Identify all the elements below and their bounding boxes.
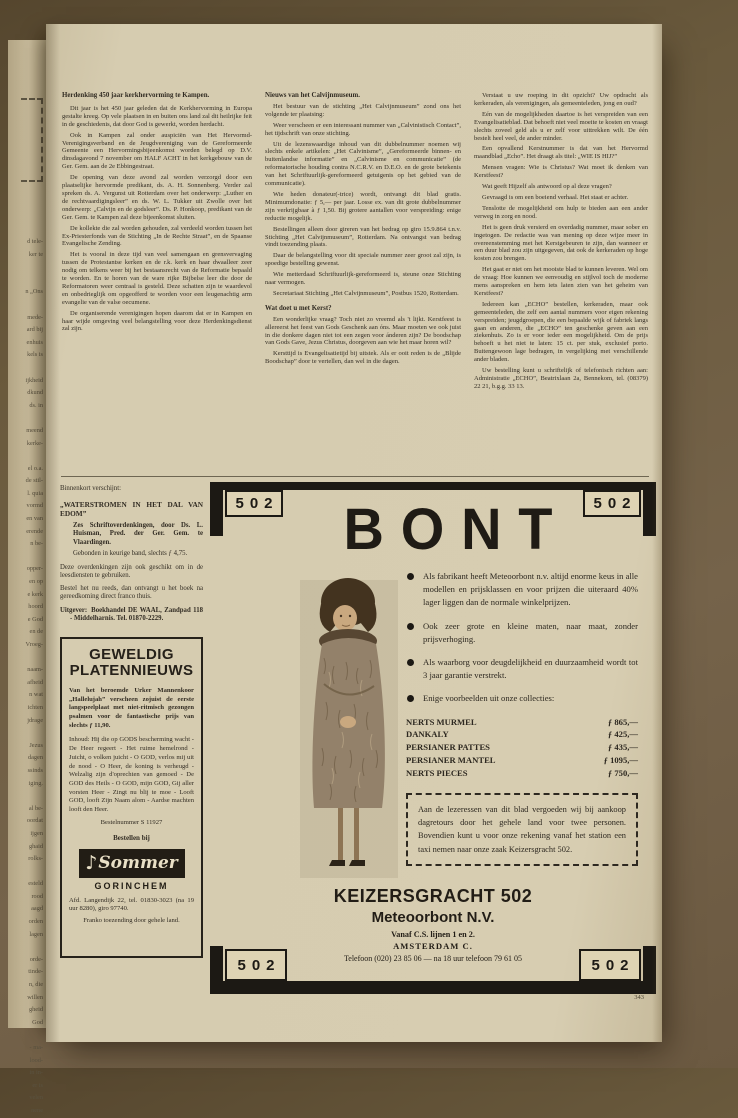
margin-fragment: de stil- bbox=[25, 477, 43, 485]
article-paragraph: De kollekte die zal worden gehouden, zal verdeeld worden tussen het Ex-Priesterfonds van de Stichting „In de Rechte Straat”, en de Spaanse Evangelische Zending. bbox=[62, 224, 252, 248]
book-title: „WATERSTROMEN IN HET DAL VAN EDOM” bbox=[60, 499, 203, 518]
wavy-border-fragment bbox=[21, 98, 43, 182]
bont-bullet: Als fabrikant heeft Meteoorbont n.v. altijd enorme keus in alle modellen en prijsklassen en voor prijzen die uiteraard 40% lager liggen dan de normale winkelprijzen. bbox=[406, 570, 638, 610]
price-item: DANKALY bbox=[406, 729, 449, 740]
article-paragraph: Uw bestelling kunt u schriftelijk of telefonisch richten aan: Administratie „ECHO”, Beatrixlaan 2a, Bennekom, tel. (08379) 22 21, b.g.g. 33 13. bbox=[474, 367, 648, 390]
publisher-label: Uitgever: bbox=[60, 606, 88, 614]
article-column-1 bbox=[62, 92, 252, 474]
article-paragraph: Het bestuur van de stichting „Het Calvijnmuseum” zond ons het volgende ter plaatsing: bbox=[265, 102, 461, 118]
article-paragraph: Verstaat u uw roeping in dit opzicht? Uw opdracht als kerkeraden, als verenigingen, als gemeenteleden, jong en oud? bbox=[474, 92, 648, 107]
price-value: ƒ 425,— bbox=[607, 729, 638, 740]
article-paragraph: De organiserende verenigingen hopen daarom dat er in Kampen en haar wijde omgeving veel belangstelling voor deze Herdenkingsdienst zal zijn. bbox=[62, 309, 252, 333]
article-paragraph: Tenslotte de mogelijkheid om hulp te bieden aan een ander verweg in zorg en nood. bbox=[474, 204, 648, 220]
bont-bottom-bar bbox=[210, 981, 656, 994]
margin-fragment: willen bbox=[27, 993, 43, 1001]
margin-fragment: ds. in bbox=[29, 401, 43, 409]
margin-fragment: kerke- bbox=[26, 439, 43, 447]
margin-fragment bbox=[8, 412, 43, 425]
record-order-label: Bestellen bij bbox=[113, 833, 150, 842]
section-body bbox=[265, 103, 461, 298]
article-paragraph: Iedereen kan „ECHO” bestellen, kerkeraden, maar ook gemeenteleden, die zelf een aantal nummers voor eigen rekening verspreiden; jeugdgroepen, die een bepaalde wijk of fabriek langs gaan en anderen, die „ECHO” ten geschenke geven aan een ziekenhuis. Zo is er voor ieder een mogelijkheid. Om de prijs behoeft u het niet te laten: 15 ct. per stuk, exclusief porto. Buitengewoon lage bedragen, in vergelijking met verschillende ander bladen. bbox=[474, 300, 648, 364]
publisher-text: Boekhandel DE WAAL, Zandpad 118 - Middelharnis. Tel. 01870-2229. bbox=[70, 606, 203, 623]
margin-fragment: kels is bbox=[27, 351, 43, 359]
margin-fragment: velen bbox=[29, 1094, 43, 1102]
bont-transit-line: Vanaf C.S. lijnen 1 en 2. bbox=[391, 930, 475, 939]
article-column-2 bbox=[265, 92, 461, 474]
margin-fragment: meend bbox=[26, 426, 43, 434]
article-paragraph: Eén van de mogelijkheden daartoe is het verspreiden van een Evangelisatieblad. Dat behoeft niet veel moeite te kosten en vraagt slechts zoveel geld als u er zelf voor uittrekken wilt. De één bestelt heel veel, de ander minder. bbox=[474, 110, 648, 142]
price-row bbox=[406, 767, 638, 780]
margin-fragment: e kerk bbox=[27, 590, 43, 598]
margin-fragment bbox=[8, 790, 43, 803]
article-paragraph: Het gaat er niet om het mooiste blad te kunnen leveren. Wel om de vraag: Hoe kunnen we eenvoudig en stijlvol toch de moderne mens aanspreken en hem iets laten zien van het geheim van Kerstfeest? bbox=[474, 266, 648, 297]
article-body bbox=[62, 105, 252, 333]
price-value: ƒ 1095,— bbox=[603, 755, 638, 766]
margin-fragment: en van bbox=[26, 515, 43, 523]
margin-fragment bbox=[8, 941, 43, 954]
margin-fragment bbox=[8, 274, 43, 287]
corner-label-502: 502 bbox=[225, 490, 283, 517]
bont-footer bbox=[300, 886, 566, 963]
price-value: ƒ 865,— bbox=[607, 716, 638, 727]
bont-advertisement bbox=[210, 482, 656, 994]
margin-fragment bbox=[8, 727, 43, 740]
previous-page-edge bbox=[8, 40, 46, 1114]
bont-company: Meteoorbont N.V. bbox=[371, 909, 495, 926]
book-price-line: Gebonden in keurige band, slechts ƒ 4,75. bbox=[73, 550, 188, 558]
margin-fragment: orde- bbox=[29, 955, 43, 963]
margin-fragment: Jezus bbox=[29, 741, 43, 749]
book-advertisement bbox=[60, 485, 203, 624]
margin-fragment: l. quia bbox=[27, 489, 43, 497]
margin-fragment: ssinds bbox=[27, 766, 43, 774]
price-value: ƒ 435,— bbox=[607, 742, 638, 753]
margin-fragment: nene bbox=[31, 1106, 43, 1114]
article-paragraph: Weer verscheen er een interessant nummer van „Calvinistisch Contact”, het tijdschrift van onze stichting. bbox=[265, 121, 461, 137]
margin-fragment: erende bbox=[26, 527, 43, 535]
margin-fragment: mede- bbox=[27, 313, 43, 321]
margin-fragment: en op bbox=[29, 578, 43, 586]
margin-fragment: in in- bbox=[29, 1069, 43, 1077]
article-paragraph: Mensen vragen: Wie is Christus? Wat moet ik denken van Kerstfeest? bbox=[474, 164, 648, 180]
margin-fragment bbox=[8, 299, 43, 312]
book-publisher bbox=[60, 607, 203, 624]
store-address: Afd. Langendijk 22, tel. 01830-3023 (na 19 uur 8280), giro 97740. bbox=[69, 896, 194, 913]
article-paragraph: Uit de lezenswaardige inhoud van dit dubbelnummer noemen wij slechts enkele artikelen: „Het Calvinisme”, „Gereformeerde binnen- en buitenlandse informatie” en „Calvinisme en communicatie” (de reformatorische houding contra N.C.R.V. en D.E.O. en de grote betekenis van het Schriftuurlijk-gereformeerd getuigenis op het gebied van de communicatie). bbox=[265, 140, 461, 188]
article-paragraph: Gevraagd is om een boeiend verhaal. Het staat er achter. bbox=[482, 193, 629, 201]
article-body bbox=[474, 92, 648, 391]
article-column-3 bbox=[474, 92, 648, 474]
book-note: Deze overdenkingen zijn ook geschikt om in de leesdiensten te gebruiken. bbox=[60, 563, 203, 580]
fur-coat-model-illustration bbox=[296, 572, 402, 884]
margin-fragment: - ma- bbox=[29, 1044, 43, 1051]
price-item: NERTS MURMEL bbox=[406, 716, 477, 727]
bont-bullet: Enige voorbeelden uit onze collecties: bbox=[406, 692, 638, 705]
margin-fragment: esteld bbox=[28, 880, 43, 888]
article-paragraph: Het is geen druk versierd en overdadig nummer, maar sober en ingetogen. De redactie was van mening op deze wijze meer in overeenstemming met het Kerstgebeuren te zijn, dan wanneer er een duur blad zou zijn uitgegeven, dat ook de kerkeraden op hoge kosten zou brengen. bbox=[474, 223, 648, 263]
margin-fragment: aagd bbox=[31, 905, 43, 913]
article-paragraph: Wie heden donateur(-trice) wordt, ontvangt dit blad gratis. Minimumdonatie: ƒ 5,— per jaar. Losse ex. van dit grote dubbelnummer zijn verkrijgbaar à ƒ 1,50. Bij grotere aantallen voor verspreiding: enige reductie mogelijk. bbox=[265, 190, 461, 222]
store-city: GORINCHEM bbox=[94, 880, 169, 891]
article-paragraph: Secretariaat Stichting „Het Calvijnmuseum”, Postbus 1520, Rotterdam. bbox=[273, 289, 459, 297]
margin-fragment: rood bbox=[31, 892, 43, 900]
margin-fragment: n, die bbox=[29, 981, 43, 989]
bont-corner-stub bbox=[643, 946, 656, 994]
record-headline-line1: GEWELDIG bbox=[89, 645, 174, 663]
article-title: Herdenking 450 jaar kerkhervorming te Kampen. bbox=[62, 92, 210, 99]
book-author: Zes Schriftoverdenkingen, door Ds. L. Huisman, Pred. der Ger. Gem. te Vlaardingen. bbox=[73, 521, 203, 546]
advertisement-zone bbox=[60, 482, 656, 1007]
margin-fragment: n „Ons bbox=[25, 288, 43, 296]
book-note: Bestel het nu reeds, dan ontvangt u het boek na gereedkoming direct franco thuis. bbox=[60, 584, 203, 601]
margin-fragment: en de bbox=[29, 628, 43, 636]
bont-price-list bbox=[406, 716, 638, 780]
article-paragraph: Ook in Kampen zal onder auspiciën van Het Hervormd- Verenigingsverband en de Jeugdvereniging van de Gereformeerde Gemeente een Hervormingsbijeenkomst worden belegd op D.V. dinsdagavond 7 november om HALF ACHT in het kerkgebouw van de Ger. Gem. aan de 2e Ebbingestraat. bbox=[62, 131, 252, 171]
margin-fragment bbox=[8, 362, 43, 375]
price-row bbox=[406, 728, 638, 741]
margin-fragment: orden bbox=[28, 918, 43, 926]
bont-corner-stub bbox=[210, 946, 223, 994]
book-announce: Binnenkort verschijnt: bbox=[60, 485, 121, 492]
article-paragraph: Daar de belangstelling voor dit speciale nummer zeer groot zal zijn, is spoedige bestelling gewenst. bbox=[265, 252, 461, 268]
bont-copy-column bbox=[406, 570, 638, 866]
corner-label-502: 502 bbox=[225, 949, 287, 981]
margin-fragment: iging. bbox=[28, 779, 43, 787]
article-columns bbox=[62, 92, 648, 474]
margin-fragment: tinde- bbox=[28, 968, 43, 976]
price-row bbox=[406, 716, 638, 729]
margin-fragment: naam- bbox=[27, 666, 43, 674]
margin-fragment: el o.a. bbox=[27, 464, 43, 472]
article-paragraph: Wat geeft Hijzelf als antwoord op al deze vragen? bbox=[482, 183, 612, 191]
store-note: Franko toezending door gehele land. bbox=[83, 917, 180, 925]
margin-fragment: lagen bbox=[29, 930, 43, 938]
margin-fragment: n be- bbox=[30, 540, 43, 548]
article-paragraph: Bestellingen alleen door gireren van het bedrag op giro 15.9.864 t.n.v. Stichting „Het Calvijnmuseum”, Rotterdam. Na ontvangst van bedrag vindt toezending plaats. bbox=[265, 225, 461, 249]
margin-fragment: oordat bbox=[26, 817, 43, 825]
margin-fragment: dkund bbox=[27, 389, 43, 397]
margin-fragment: opper- bbox=[26, 565, 43, 573]
price-row bbox=[406, 754, 638, 767]
article-paragraph: Wie metterdaad Schriftuurlijk-gereformeerd is, steune onze Stichting naar vermogen. bbox=[265, 271, 461, 287]
margin-fragment: rolks- bbox=[28, 855, 43, 863]
article-paragraph: Kersttijd is Evangelisatietijd bij uitstek. Als er ooit reden is de „Blijde Boodschap” door te vertellen, dan wel in die dagen. bbox=[265, 350, 461, 366]
margin-fragment bbox=[8, 652, 43, 665]
price-value: ƒ 750,— bbox=[607, 767, 638, 778]
record-headline-line2: PLATENNIEUWS bbox=[69, 662, 194, 680]
price-row bbox=[406, 741, 638, 754]
article-paragraph: Een wonderlijke vraag? Toch niet zo vreemd als 't lijkt. Kerstfeest is allereerst het feest van Gods Geschenk aan óns. Maar moeten we ook juist in die donkere dagen niet tot een zegen voor ánderen zijn? De boodschap van Gods Gave, Jezus Christus, doorgeven aan wie het maar horen wil? bbox=[265, 315, 461, 347]
margin-fragment: ijkheid bbox=[25, 376, 43, 384]
margin-fragment: lood- bbox=[29, 1056, 43, 1064]
margin-fragment: hoord bbox=[28, 603, 43, 611]
margin-fragment bbox=[8, 261, 43, 274]
article-paragraph: Dit jaar is het 450 jaar geleden dat de Kerkhervorming in Europa gestalte kreeg. Op vele plaatsen in en buiten ons land zal dit heilrijke feit in de geschiedenis, dat door God is gewerkt, worden herdacht. bbox=[62, 104, 252, 128]
price-item: PERSIANER PATTES bbox=[406, 742, 490, 753]
music-note-icon bbox=[85, 852, 98, 874]
margin-fragment: Vroeg- bbox=[25, 641, 43, 648]
margin-fragment bbox=[8, 551, 43, 564]
margin-fragment: al be- bbox=[28, 804, 43, 812]
margin-fragment: God bbox=[32, 1018, 43, 1026]
bont-corner-stub bbox=[210, 482, 223, 536]
article-paragraph: De opening van deze avond zal worden verzorgd door een plaatselijke hervormde predikant, ds. A. H. Sonnenberg. Verder zal spreken ds. A. Vergunst uit Rotterdam over het onderwerp: „Luther en de rechtvaardigingsleer” en ds. W. L. Tukker uit Zwolle over het onderwerp: „Calvijn en de godsleer”. Ds. P. Honkoop, predikant van de Ger. Gem. te Kampen zal deze bijeenkomst sluiten. bbox=[62, 174, 252, 221]
margin-text-fragments bbox=[8, 40, 46, 1118]
margin-fragment bbox=[8, 1029, 43, 1042]
margin-fragment bbox=[8, 450, 43, 463]
margin-fragment: jdrage bbox=[27, 716, 43, 724]
margin-fragment: vormd bbox=[26, 502, 43, 510]
bont-city: AMSTERDAM C. bbox=[393, 941, 473, 951]
margin-fragment: ijgen bbox=[30, 829, 43, 837]
bont-bullet: Als waarborg voor deugdelijkheid en duurzaamheid wordt tot 3 jaar garantie verstrekt. bbox=[406, 656, 638, 682]
magazine-page bbox=[46, 24, 662, 1042]
price-item: PERSIANER MANTEL bbox=[406, 755, 496, 766]
left-ads-column bbox=[60, 482, 210, 1007]
margin-fragment: ichten bbox=[27, 703, 43, 711]
bont-offer-box: Aan de lezeressen van dit blad vergoeden wij bij aankoop dagretours door het gehele land voor twee personen. Bovendien kunt u voor onze rekening vanaf het station een taxi nemen naar onze zaak Keizersgracht 502. bbox=[406, 793, 638, 867]
store-name: Sommer bbox=[98, 853, 178, 874]
article-paragraph: Het is vooral in deze tijd van veel samengaan en grensvervaging tussen de Protestantse kerken en de r.k. kerk en haar dwaalleer zeer nodig om telkens weer bij het bestaansrecht van de Reformatie bepaald te worden. En te horen van de ware rijke Bijbelse leer die door de Reformatoren weer centraal is gesteld. Deze schatten zijn te waardevol en onbedrieglijk om opgeofferd te worden voor een leugenachtig arm evangelie van de valse oecumene. bbox=[62, 251, 252, 306]
margin-fragment: gheid bbox=[29, 1006, 43, 1014]
section-title: Nieuws van het Calvijnmuseum. bbox=[265, 92, 360, 99]
margin-fragment: afheid bbox=[27, 678, 43, 686]
bont-phone: Telefoon (020) 23 85 06 — na 18 uur telefoon 79 61 05 bbox=[343, 954, 523, 963]
section-body bbox=[265, 316, 461, 366]
bont-bullet-list bbox=[406, 570, 638, 706]
sommer-logo bbox=[79, 849, 185, 878]
record-contents: Inhoud: Hij die op GODS bescherming wacht - De Heer regeert - Het ruime hemelrond - Juicht, o volken juicht - O GOD, verlos mij uit de nood - O Heer, de koning is verheugd - Welzalig zijn d'oprechten van gemoed - De GOD des Heils - O GOD, mijn GOD, Gij aller vorsten Heer - Zingt nu blij te moe - Looft GOD, looft Zijn Naam alom - Aardse machten looft den Heer. bbox=[69, 736, 194, 814]
corner-label-502: 502 bbox=[579, 949, 641, 981]
margin-fragment: ard bij bbox=[26, 326, 43, 334]
section-divider-rule bbox=[61, 476, 649, 477]
page-number: 343 bbox=[634, 994, 644, 1001]
record-advertisement bbox=[60, 637, 203, 958]
section-title: Wat doet u met Kerst? bbox=[265, 304, 332, 312]
margin-fragment: dagen bbox=[27, 754, 43, 762]
bont-bullet: Ook zeer grote en kleine maten, naar maat, zonder prijsverhoging. bbox=[406, 620, 638, 646]
record-intro: Van het beroemde Urker Mannenkoor „Hallelujah” verscheen zojuist de eerste langspeelplaat met niet-ritmisch gezongen psalmen voor de fantastische prijs van slechts ƒ 11,90. bbox=[69, 686, 194, 729]
record-order-number: Bestelnummer S 11927 bbox=[100, 818, 163, 826]
margin-fragment: e God bbox=[27, 615, 43, 623]
margin-fragment: ker te bbox=[28, 250, 43, 258]
margin-fragment: er is bbox=[32, 1081, 43, 1089]
bont-headline: BONT bbox=[343, 495, 570, 562]
price-item: NERTS PIECES bbox=[406, 767, 468, 778]
margin-fragment: d tele- bbox=[27, 238, 43, 245]
record-headline bbox=[69, 647, 194, 680]
bont-address: KEIZERSGRACHT 502 bbox=[333, 886, 533, 906]
margin-fragment: enhuis bbox=[26, 338, 43, 346]
corner-label-502: 502 bbox=[583, 490, 641, 517]
margin-fragment: ghaid bbox=[29, 842, 43, 850]
margin-fragment: n wat bbox=[29, 691, 43, 699]
article-paragraph: Een opvallend Kerstnummer is dat van het Hervormd maandblad „Echo”. Het draagt als titel: „WIE IS HIJ?” bbox=[474, 145, 648, 161]
margin-fragment bbox=[8, 866, 43, 879]
bont-top-bar bbox=[210, 482, 656, 490]
